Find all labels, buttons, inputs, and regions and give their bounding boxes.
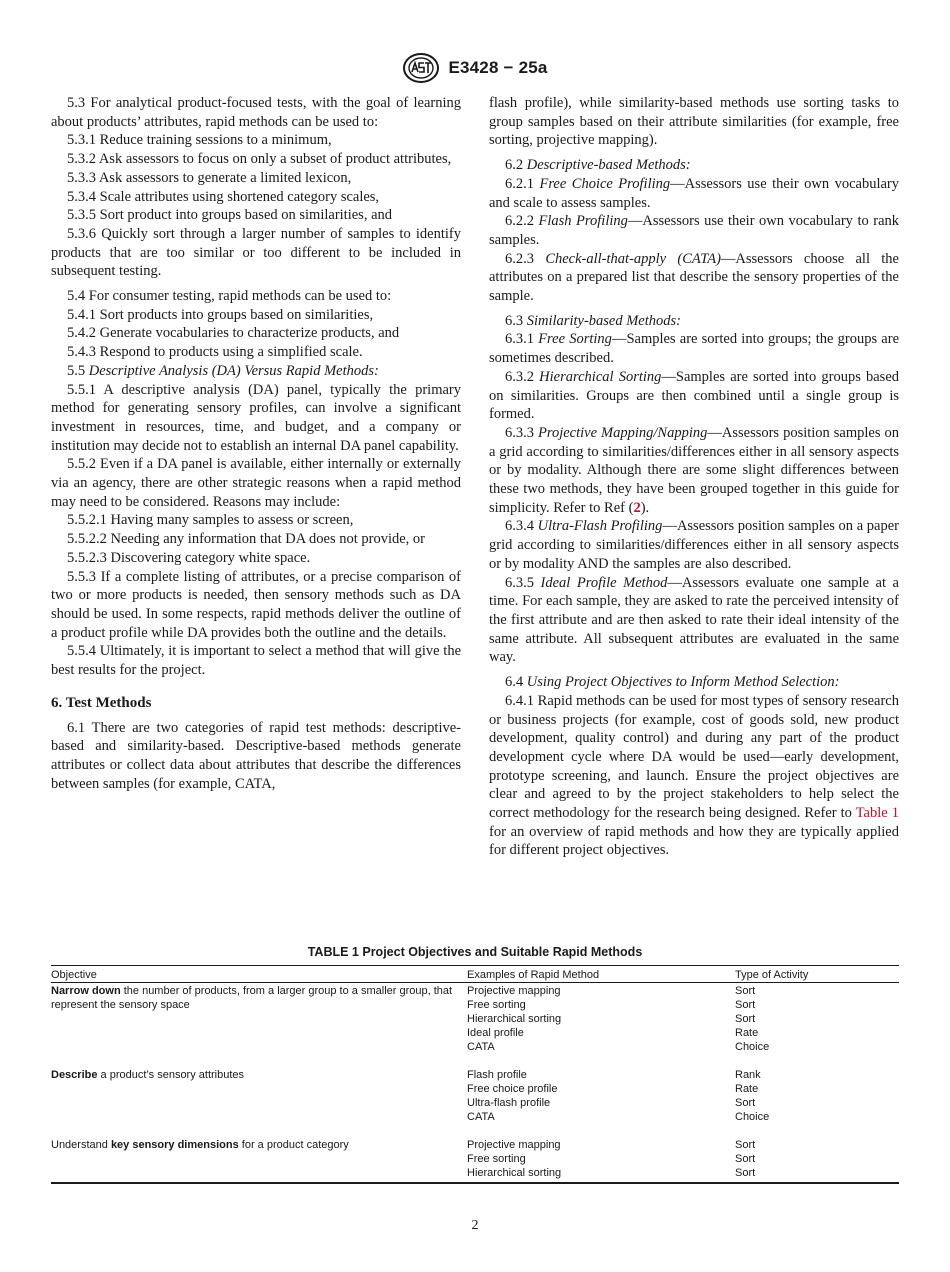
- activity-cell: Choice: [735, 1111, 770, 1123]
- table-row: [51, 1040, 899, 1054]
- objectives-table: [51, 965, 899, 1184]
- para-6-1-cont: flash profile), while similarity-based methods use sorting tasks to group samples based on their attribute similarities (for example, free sorting, projective mapping).: [489, 95, 899, 149]
- para-5-5-2-1: 5.5.2.1 Having many samples to assess or screen,: [67, 512, 354, 529]
- method-cell: CATA: [467, 1041, 495, 1053]
- activity-cell: Rate: [735, 1027, 759, 1039]
- para-5-5-2: 5.5.2 Even if a DA panel is available, either internally or externally via an agency, there are other strategic reasons when a rapid method may need to be considered. Reasons may include:: [51, 456, 461, 510]
- para-5-3-5: 5.3.5 Sort product into groups based on similarities, and: [67, 207, 393, 224]
- para-6-3-5: 6.3.5 Ideal Profile Method—Assessors evaluate one sample at a time. For each sample, they are asked to rate the perceived intensity of the first attribute and are then asked to rate their ideal intensity of the same attribute. All subsequent attributes are evaluated in the same way.: [489, 574, 899, 666]
- activity-cell: Sort: [735, 985, 756, 997]
- para-6-2: 6.2 Descriptive-based Methods:: [505, 157, 691, 174]
- para-6-3-2: 6.3.2 Hierarchical Sorting—Samples are sorted into groups based on similarities. Groups are then combined until a single group is formed.: [489, 368, 900, 423]
- method-cell: Hierarchical sorting: [467, 1013, 562, 1025]
- table-row: [51, 1124, 899, 1152]
- para-5-5-4: 5.5.4 Ultimately, it is important to select a method that will give the best results for the project.: [51, 643, 461, 679]
- para-5-5-3: 5.5.3 If a complete listing of attributes, or a precise comparison of two or more products is needed, then sensory methods such as DA should be used. In some respects, rapid methods deliver the outline of a product profile while DA provides both the outline and the details.: [51, 568, 461, 641]
- para-5-4-3: 5.4.3 Respond to products using a simplified scale.: [67, 344, 363, 361]
- table-header-row: [51, 966, 899, 983]
- col-header-activity: Type of Activity: [735, 966, 899, 983]
- para-6-2-2: 6.2.2 Flash Profiling—Assessors use their own vocabulary to rank samples.: [489, 213, 900, 248]
- left-column: [51, 94, 461, 793]
- method-cell: Flash profile: [467, 1069, 527, 1081]
- activity-cell: Sort: [735, 1139, 756, 1151]
- method-cell: CATA: [467, 1111, 495, 1123]
- para-6-4: 6.4 Using Project Objectives to Inform Method Selection:: [505, 674, 840, 691]
- method-cell: Projective mapping: [467, 985, 561, 997]
- activity-cell: Choice: [735, 1041, 770, 1053]
- method-cell: Projective mapping: [467, 1139, 561, 1151]
- table-1-link[interactable]: Table 1: [855, 805, 899, 822]
- page-header: [0, 52, 950, 84]
- method-cell: Hierarchical sorting: [467, 1167, 562, 1179]
- table-row: [51, 1082, 899, 1096]
- method-cell: Ideal profile: [467, 1027, 524, 1039]
- activity-cell: Sort: [735, 1167, 756, 1179]
- right-column: [489, 94, 899, 860]
- table-row: [51, 1166, 899, 1183]
- para-6-2-1: 6.2.1 Free Choice Profiling—Assessors use their own vocabulary and scale to assess samples.: [489, 175, 899, 211]
- objective-cell: Describe a product’s sensory attributes: [51, 1069, 245, 1081]
- activity-cell: Sort: [735, 1013, 756, 1025]
- reference-link[interactable]: 2: [633, 499, 641, 516]
- method-cell: Free sorting: [467, 999, 526, 1011]
- para-6-2-3: 6.2.3 Check-all-that-apply (CATA)—Assessors choose all the attributes on a prepared list that describe the sensory properties of the sample.: [489, 250, 899, 305]
- para-6-4-1: 6.4.1 Rapid methods can be used for most types of sensory research or business projects (for example, cost of goods sold, new product development, quality control) and during any part of the product development cycle where DA would be used—early development, prototype screening, and launch. Ensure the project objectives are clear and agreed to by the project stakeholders to help select the correct methodology for the research being designed. Refer to Table 1 for an overview of rapid methods and how they are typically applied for different project objectives.: [489, 692, 899, 859]
- page-number: 2: [471, 1218, 479, 1233]
- objective-cell: Narrow down the number of products, from a larger group to a smaller group, that represent the sensory space: [51, 985, 453, 1011]
- para-5-4-2: 5.4.2 Generate vocabularies to characterize products, and: [67, 325, 400, 342]
- table-row: [51, 983, 899, 999]
- table-row: [51, 1110, 899, 1124]
- table-row: [51, 1054, 899, 1082]
- para-5-5-2-2: 5.5.2.2 Needing any information that DA does not provide, or: [67, 531, 426, 548]
- method-cell: Ultra-flash profile: [467, 1097, 551, 1109]
- activity-cell: Sort: [735, 1097, 756, 1109]
- method-cell: Free choice profile: [467, 1083, 558, 1095]
- table-row: [51, 1096, 899, 1110]
- para-5-3-6: 5.3.6 Quickly sort through a larger number of samples to identify products that are too similar or too different to be included in subsequent testing.: [51, 225, 461, 280]
- para-5-3-4: 5.3.4 Scale attributes using shortened category scales,: [67, 188, 380, 205]
- col-header-method: Examples of Rapid Method: [467, 966, 735, 983]
- activity-cell: Rate: [735, 1083, 759, 1095]
- para-5-4-1: 5.4.1 Sort products into groups based on similarities,: [67, 306, 374, 323]
- para-5-5-2-3: 5.5.2.3 Discovering category white space.: [67, 549, 311, 566]
- table-row: [51, 1012, 899, 1026]
- para-5-3-3: 5.3.3 Ask assessors to generate a limited lexicon,: [67, 169, 352, 186]
- document-id: E3428 − 25a: [448, 58, 548, 77]
- activity-cell: Sort: [735, 1153, 756, 1165]
- astm-logo-icon: [402, 52, 440, 84]
- para-6-3-1: 6.3.1 Free Sorting—Samples are sorted into groups; the groups are sometimes described.: [489, 331, 900, 367]
- method-cell: Free sorting: [467, 1153, 526, 1165]
- table-1: [51, 945, 899, 1184]
- para-6-3-4: 6.3.4 Ultra-Flash Profiling—Assessors position samples on a paper grid according to similarities/differences either in all sensory aspects or by modality AND the samples are also described.: [489, 518, 900, 572]
- table-row: [51, 1026, 899, 1040]
- activity-cell: Rank: [735, 1069, 761, 1081]
- objective-cell: Understand key sensory dimensions for a product category: [51, 1139, 349, 1151]
- para-5-4: 5.4 For consumer testing, rapid methods can be used to:: [67, 288, 392, 305]
- para-6-1: 6.1 There are two categories of rapid test methods: descriptive-based and similarity-based. Descriptive-based methods generate attributes or collect data about attributes that describe the differences between samples (for example, CATA,: [51, 719, 461, 792]
- para-5-5-1: 5.5.1 A descriptive analysis (DA) panel, typically the primary method for generating sensory profiles, can involve a significant investment in resources, time, and budget, and a company or institution may decide not to establish an internal DA panel capability.: [51, 381, 461, 454]
- para-5-3-2: 5.3.2 Ask assessors to focus on only a subset of product attributes,: [67, 151, 452, 168]
- section-heading-6: 6. Test Methods: [51, 694, 152, 711]
- para-5-3: 5.3 For analytical product-focused tests, with the goal of learning about products’ attributes, rapid methods can be used to:: [51, 95, 461, 130]
- col-header-objective: Objective: [51, 966, 467, 983]
- para-6-3: 6.3 Similarity-based Methods:: [505, 312, 681, 329]
- para-5-5: 5.5 Descriptive Analysis (DA) Versus Rapid Methods:: [67, 362, 379, 379]
- activity-cell: Sort: [735, 999, 756, 1011]
- table-title: TABLE 1 Project Objectives and Suitable Rapid Methods: [307, 945, 643, 959]
- para-6-3-3: 6.3.3 Projective Mapping/Napping—Assessors position samples on a grid according to similarities/differences either in all sensory aspects or by modality. Although there are some slight differences between these two methods, they have been grouped together in this guide for simplicity. Refer to Ref (2).: [489, 424, 899, 516]
- table-row: [51, 1152, 899, 1166]
- para-5-3-1: 5.3.1 Reduce training sessions to a minimum,: [67, 132, 332, 149]
